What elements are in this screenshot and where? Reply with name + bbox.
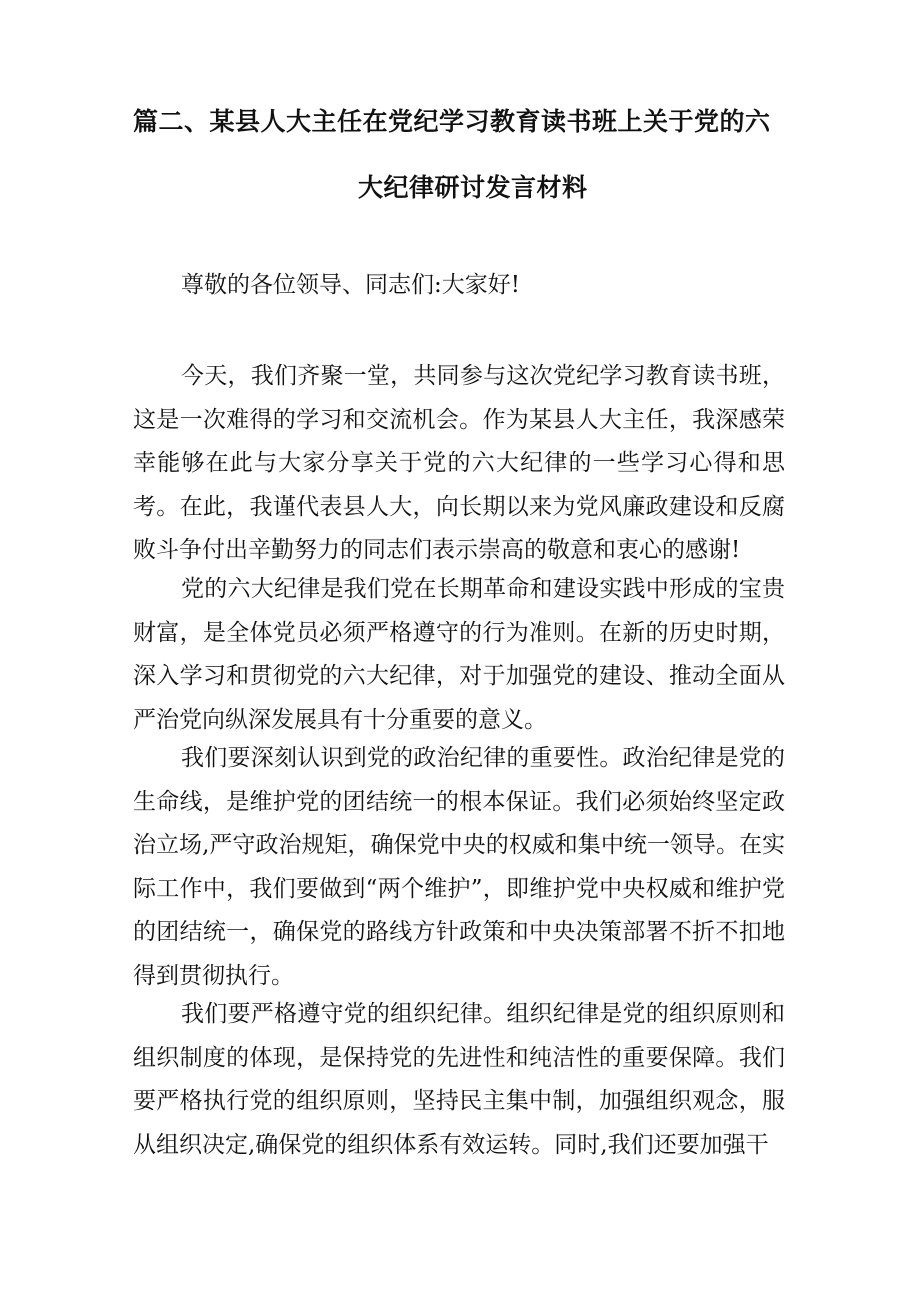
document-title-line-1: 篇二、某县人大主任在党纪学习教育读书班上关于党的六 bbox=[133, 107, 771, 136]
paragraph-3: 我们要深刻认识到党的政治纪律的重要性。政治纪律是党的生命线，是维护党的团结统一的根本保证。我们必须始终坚定政治立场,严守政治规矩，确保党中央的权威和集中统一领导。在实际工作中，我们要做到“两个维护”，即维护党中央权威和维护党的团结统一，确保党的路线方针政策和中央决策部署不折不扣地得到贯彻执行。 bbox=[133, 745, 785, 989]
paragraph-2: 党的六大纪律是我们党在长期革命和建设实践中形成的宝贵财富，是全体党员必须严格遵守的行为准则。在新的历史时期，深入学习和贯彻党的六大纪律，对于加强党的建设、推动全面从严治党向纵深发展具有十分重要的意义。 bbox=[133, 576, 785, 733]
greeting-text: 尊敬的各位领导、同志们:大家好! bbox=[181, 272, 520, 298]
document-title-line-2: 大纪律研讨发言材料 bbox=[358, 173, 588, 202]
paragraph-1: 今天，我们齐聚一堂，共同参与这次党纪学习教育读书班，这是一次难得的学习和交流机会。作为某县人大主任，我深感荣幸能够在此与大家分享关于党的六大纪律的一些学习心得和思考。在此，我谨代表县人大，向长期以来为党风廉政建设和反腐败斗争付出辛勤努力的同志们表示崇高的敬意和衷心的感谢! bbox=[133, 363, 785, 563]
paragraph-4: 我们要严格遵守党的组织纪律。组织纪律是党的组织原则和组织制度的体现，是保持党的先进性和纯洁性的重要保障。我们要严格执行党的组织原则，坚持民主集中制，加强组织观念，服从组织决定,确保党的组织体系有效运转。同时,我们还要加强干 bbox=[133, 1001, 785, 1158]
